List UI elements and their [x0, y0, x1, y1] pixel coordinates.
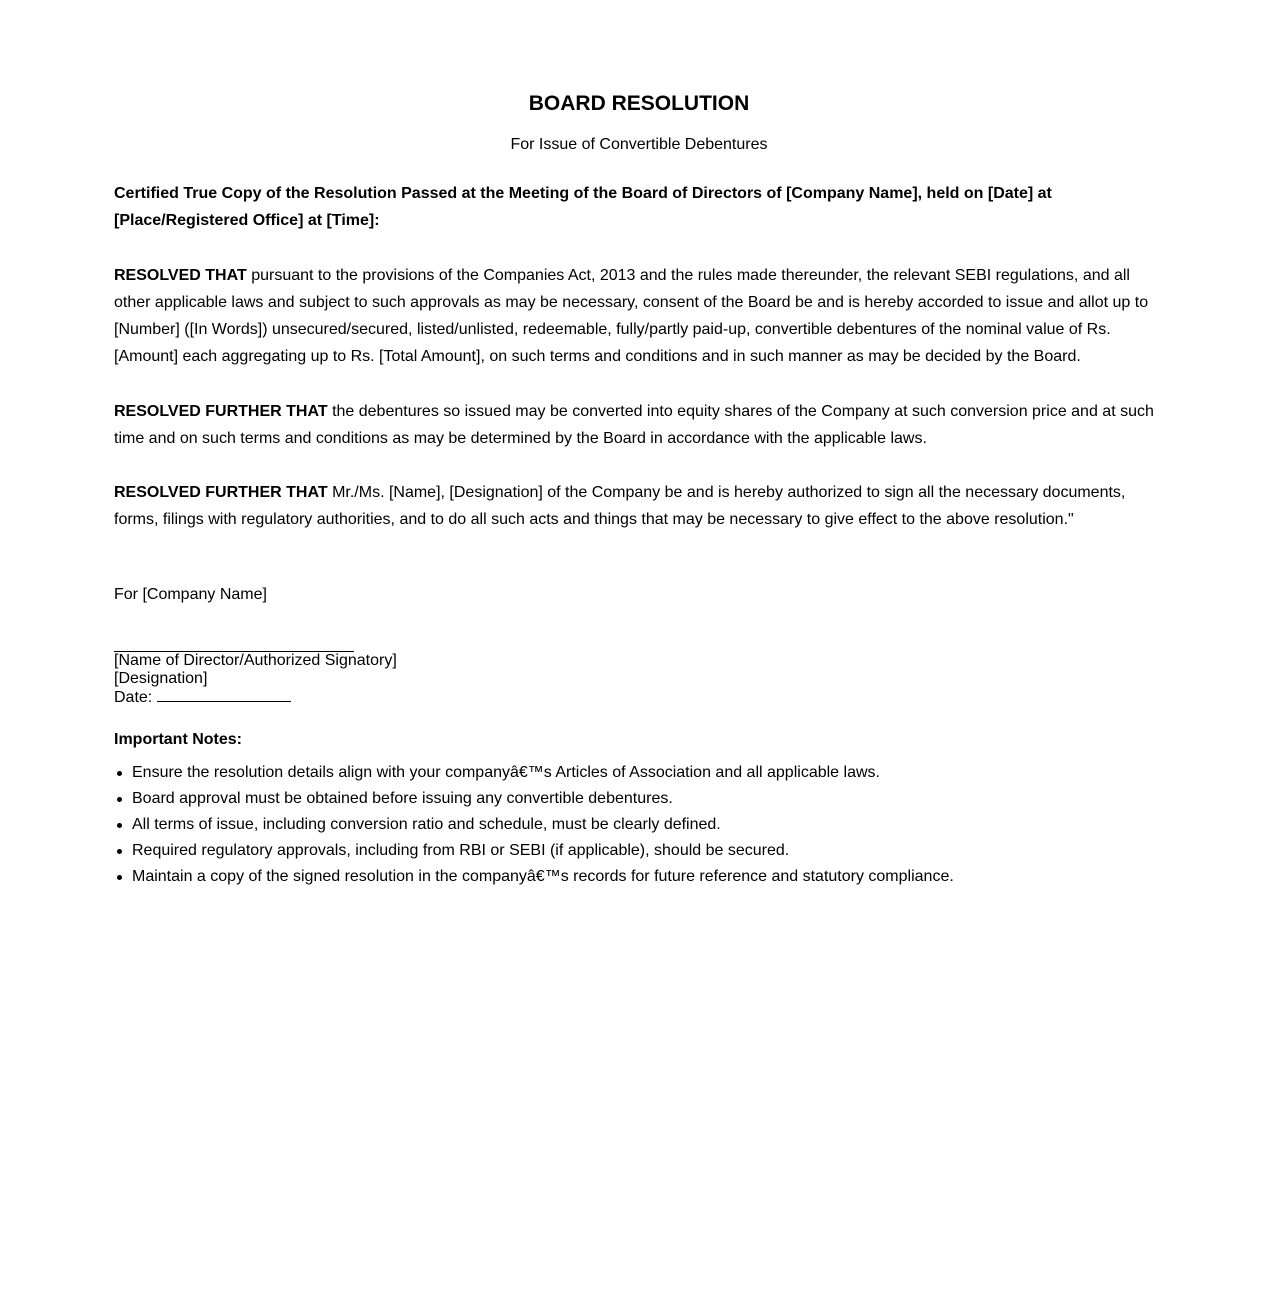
bullet-icon	[117, 875, 122, 880]
list-item	[114, 760, 1164, 786]
resolution-lead: RESOLVED FURTHER THAT	[114, 403, 328, 420]
list-item	[114, 786, 1164, 812]
notes-heading: Important Notes:	[114, 731, 242, 748]
note-text: Board approval must be obtained before issuing any convertible debentures.	[132, 790, 673, 807]
resolution-lead: RESOLVED FURTHER THAT	[114, 484, 328, 501]
note-text: Required regulatory approvals, including from RBI or SEBI (if applicable), should be secured.	[132, 842, 790, 859]
note-text: Maintain a copy of the signed resolution in the companyâ€™s records for future reference and statutory compliance.	[132, 868, 954, 885]
bullet-icon	[117, 849, 122, 854]
signatory-designation: [Designation]	[114, 670, 208, 687]
resolution-paragraph	[114, 479, 1164, 533]
bullet-icon	[117, 797, 122, 802]
resolution-text: pursuant to the provisions of the Companies Act, 2013 and the rules made thereunder, the relevant SEBI regulations, and all other applicable laws and subject to such approvals as may be necessary, consent of the Board be and is hereby accorded to issue and allot up to [Number] ([In Words]) unsecured/secured, listed/unlisted, redeemable, fully/partly paid-up, convertible debentures of the nominal value of Rs. [Amount] each aggregating up to Rs. [Total Amount], on such terms and conditions and in such manner as may be decided by the Board.	[114, 267, 1149, 365]
date-label: Date:	[114, 689, 157, 706]
resolution-lead: RESOLVED THAT	[114, 267, 247, 284]
list-item	[114, 812, 1164, 838]
signatory-name: [Name of Director/Authorized Signatory]	[114, 652, 397, 669]
document-subtitle: For Issue of Convertible Debentures	[510, 136, 768, 153]
signatory-date	[114, 688, 397, 707]
list-item	[114, 838, 1164, 864]
resolution-text: Mr./Ms. [Name], [Designation] of the Company be and is hereby authorized to sign all the necessary documents, forms, filings with regulatory authorities, and to do all such acts and things that may be necessary to give effect to the above resolution."	[114, 484, 1126, 528]
bullet-icon	[117, 823, 122, 828]
note-text: Ensure the resolution details align with your companyâ€™s Articles of Association and all applicable laws.	[132, 764, 880, 781]
note-text: All terms of issue, including conversion ratio and schedule, must be clearly defined.	[132, 816, 721, 833]
resolution-paragraph	[114, 262, 1164, 370]
signatory-block	[114, 652, 397, 707]
date-blank-line	[157, 688, 291, 702]
certified-heading: Certified True Copy of the Resolution Passed at the Meeting of the Board of Directors of [Company Name], held on [Date] at [Place/Registered Office] at [Time]:	[114, 185, 1052, 229]
document-title: BOARD RESOLUTION	[528, 92, 750, 115]
notes-list	[114, 760, 1164, 890]
resolution-paragraph	[114, 398, 1164, 452]
list-item	[114, 864, 1164, 890]
resolution-text: the debentures so issued may be converted into equity shares of the Company at such conversion price and at such time and on such terms and conditions as may be determined by the Board in accordance with the applicable laws.	[114, 403, 1154, 447]
bullet-icon	[117, 771, 122, 776]
for-company-line: For [Company Name]	[114, 586, 267, 603]
